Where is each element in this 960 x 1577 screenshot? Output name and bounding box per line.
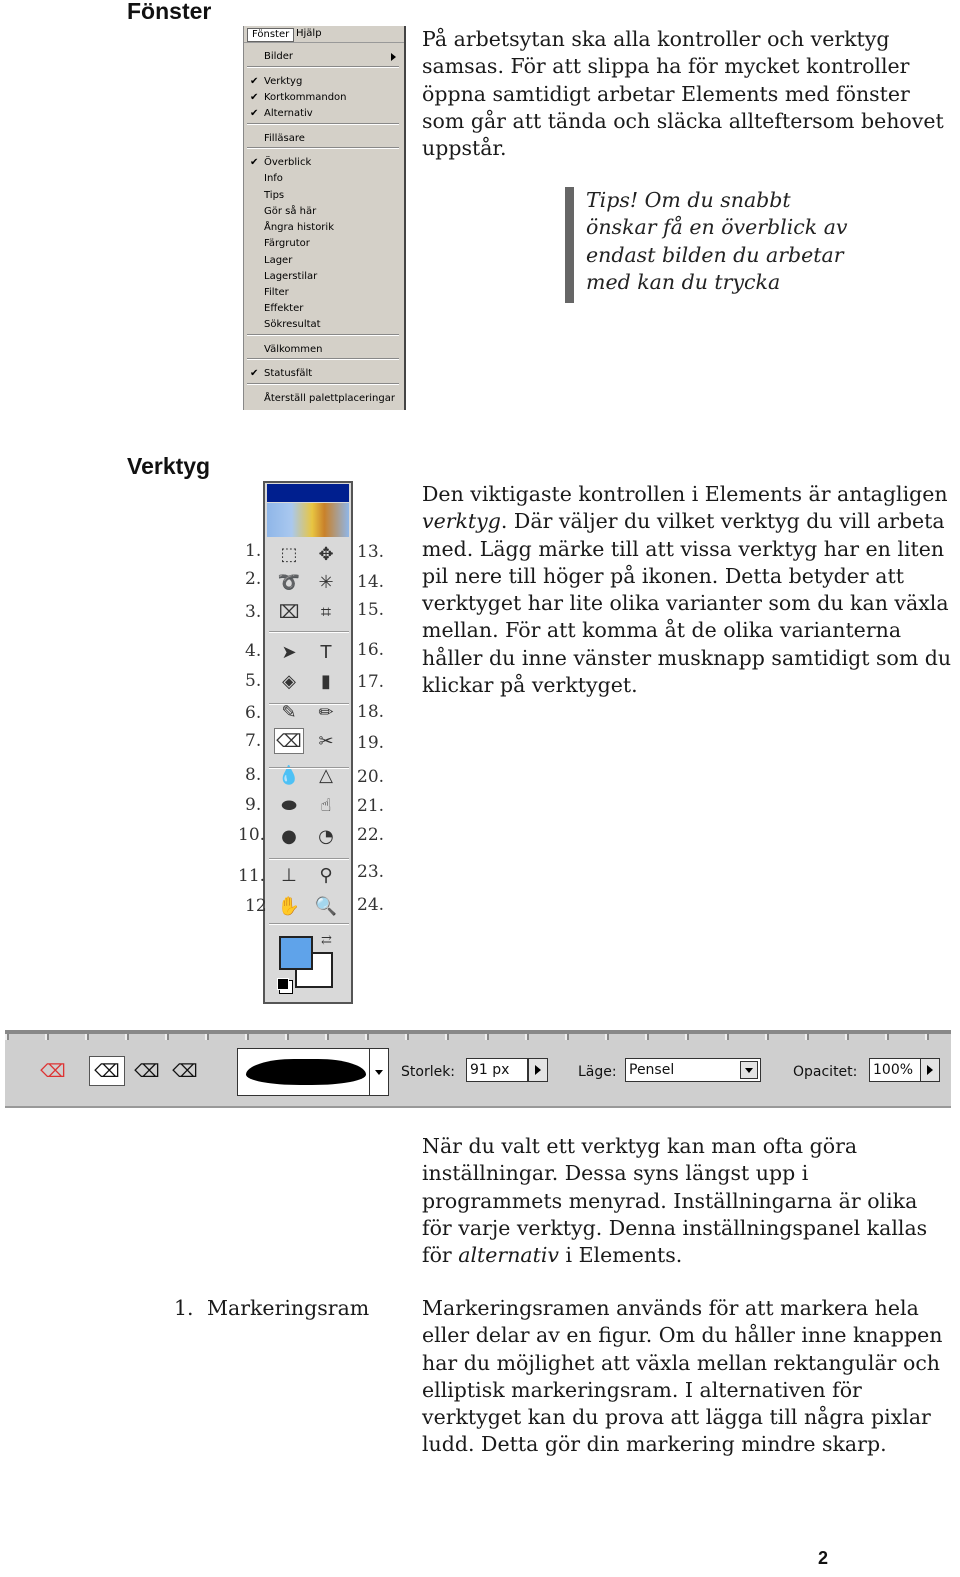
- menu-item[interactable]: [244, 366, 402, 382]
- burn-icon[interactable]: ●: [281, 825, 297, 847]
- menu-item-label: Info: [264, 173, 283, 184]
- markeringsram-term: Markeringsram: [207, 1296, 370, 1320]
- tool-number-left: 5.: [245, 671, 262, 691]
- submenu-arrow-icon: [391, 53, 396, 61]
- mode-dropdown-arrow[interactable]: [740, 1061, 758, 1079]
- menu-item-label: Lagerstilar: [264, 271, 318, 282]
- options-bar-screenshot: [5, 1030, 951, 1108]
- menu-item[interactable]: [244, 317, 402, 333]
- clone-stamp-icon[interactable]: ⊥: [281, 864, 297, 886]
- brush-preset-picker[interactable]: [237, 1048, 389, 1096]
- markeringsram-paragraph: Markeringsramen används för att markera hela eller delar av en figur. Om du håller inne knappen har du möjlighet att växla mellan rektangulär och elliptisk markeringsram. I alternativen för verktyget kan du prova att lägga till några pixlar ludd. Detta gör din markering mindre skarp.: [422, 1296, 943, 1457]
- lasso-icon[interactable]: ➰: [277, 571, 301, 593]
- tool-number-right: 23.: [357, 862, 385, 882]
- size-slider-arrow[interactable]: [528, 1058, 548, 1082]
- crop-icon[interactable]: ⌗: [320, 601, 332, 623]
- size-field[interactable]: 91 px: [466, 1058, 528, 1082]
- menu-item-label: Lager: [264, 255, 293, 266]
- menu-separator: [247, 383, 399, 385]
- sponge-icon[interactable]: ⬬: [281, 794, 297, 816]
- elements-logo: [267, 503, 349, 537]
- menu-item[interactable]: [244, 131, 402, 147]
- toolbox-divider: [269, 923, 349, 925]
- menu-item-label: Välkommen: [264, 344, 323, 355]
- menu-item[interactable]: [244, 220, 402, 236]
- toolbox-divider: [269, 631, 349, 633]
- sharpen-icon[interactable]: △: [319, 764, 333, 786]
- options-bar-grip: [5, 1034, 951, 1040]
- menu-item-label: Sökresultat: [264, 319, 321, 330]
- magic-wand-icon[interactable]: ✳: [318, 571, 334, 593]
- menu-item[interactable]: [244, 49, 402, 65]
- menu-item[interactable]: [244, 269, 402, 285]
- type-icon[interactable]: T: [320, 641, 332, 663]
- markeringsram-number: 1.: [174, 1296, 194, 1320]
- menu-item-label: Verktyg: [264, 76, 303, 87]
- magic-eraser-icon[interactable]: ⌫: [172, 1060, 198, 1082]
- section-heading-fonster: Fönster: [127, 0, 212, 24]
- move-arrow-icon[interactable]: ✥: [318, 543, 334, 565]
- checkmark-icon: ✔: [250, 76, 259, 87]
- tool-number-left: 9.: [245, 795, 262, 815]
- tool-number-right: 15.: [357, 600, 385, 620]
- tool-number-left: 7.: [245, 731, 262, 751]
- eraser-icon[interactable]: ⌫: [89, 1056, 125, 1086]
- menu-item-label: Statusfält: [264, 368, 313, 379]
- swap-colors-icon[interactable]: ⇄: [321, 933, 332, 948]
- checkmark-icon: ✔: [250, 92, 259, 103]
- zoom-icon[interactable]: 🔍: [314, 895, 338, 917]
- menu-item[interactable]: [244, 106, 402, 122]
- menu-item-label: Återställ palettplaceringar: [264, 393, 395, 404]
- tool-number-left: 10.: [238, 825, 266, 845]
- menu-bar-fonster[interactable]: Fönster: [247, 28, 294, 42]
- menu-item[interactable]: [244, 171, 402, 187]
- eyedropper-icon[interactable]: ⚲: [319, 864, 333, 886]
- tool-number-left: 2.: [245, 569, 262, 589]
- menu-item[interactable]: [244, 188, 402, 204]
- menu-separator: [247, 358, 399, 360]
- verktyg-text-2: . Där väljer du vilket verktyg du vill arbeta med. Lägg märke till att vissa verktyg har en liten pil nere till höger på ikonen. Detta betyder att verktyget har lite olika varianter som du kan växla mellan. För att komma åt de olika varianterna håller du inne vänster musknapp samtidigt som du klickar på verktyget.: [422, 509, 952, 698]
- menu-item[interactable]: [244, 285, 402, 301]
- mode-value: Pensel: [629, 1062, 675, 1078]
- menu-item[interactable]: [244, 342, 402, 358]
- menu-separator: [247, 66, 399, 68]
- menu-item[interactable]: [244, 236, 402, 252]
- tool-number-right: 19.: [357, 733, 385, 753]
- menu-item-label: Tips: [264, 190, 285, 201]
- checkmark-icon: ✔: [250, 368, 259, 379]
- menu-item[interactable]: [244, 90, 402, 106]
- menu-item[interactable]: [244, 155, 402, 171]
- brush-icon[interactable]: ✎: [281, 701, 297, 723]
- selection-brush-icon[interactable]: ⌧: [278, 601, 300, 623]
- opacity-field[interactable]: 100%: [869, 1058, 921, 1082]
- tool-number-left: 4.: [245, 641, 262, 661]
- menu-item-label: Effekter: [264, 303, 304, 314]
- tip-text: Tips! Om du snabbt önskar få en överblick av endast bilden du arbetar med kan du trycka: [586, 188, 848, 294]
- tool-number-right: 22.: [357, 825, 385, 845]
- size-label: Storlek:: [401, 1064, 456, 1080]
- tool-number-left: 8.: [245, 765, 262, 785]
- tool-number-right: 17.: [357, 672, 385, 692]
- red-eye-brush-icon[interactable]: ✂: [318, 730, 334, 752]
- menu-bar: [244, 26, 404, 43]
- tool-number-right: 24.: [357, 895, 385, 915]
- move-icon[interactable]: ➤: [281, 641, 297, 663]
- menu-item-label: Färgrutor: [264, 238, 310, 249]
- menu-item[interactable]: [244, 204, 402, 220]
- section-heading-verktyg: Verktyg: [127, 453, 211, 479]
- blur-icon[interactable]: 💧: [277, 764, 301, 786]
- tool-number-right: 16.: [357, 640, 385, 660]
- tool-number-left: 6.: [245, 703, 262, 723]
- toolbox-screenshot: [263, 481, 353, 1004]
- toolbox-divider: [269, 767, 349, 769]
- menu-item[interactable]: [244, 74, 402, 90]
- brush-stroke-preview: [246, 1059, 366, 1085]
- marquee-icon[interactable]: ⬚: [280, 543, 298, 565]
- tip-box: [565, 187, 865, 303]
- menu-separator: [247, 123, 399, 125]
- checkmark-icon: ✔: [250, 157, 259, 168]
- menu-item-label: Överblick: [264, 157, 312, 168]
- tool-number-right: 18.: [357, 702, 385, 722]
- page-number: 2: [818, 1548, 829, 1568]
- alternativ-text-2: i Elements.: [559, 1243, 683, 1268]
- opacity-label: Opacitet:: [793, 1064, 858, 1080]
- foreground-color-swatch[interactable]: [279, 936, 313, 970]
- verktyg-italic: verktyg: [422, 509, 501, 534]
- menu-bar-hjalp[interactable]: Hjälp: [296, 28, 322, 39]
- verktyg-text-1: Den viktigaste kontrollen i Elements är antagligen: [422, 482, 948, 506]
- menu-item-label: Gör så här: [264, 206, 317, 217]
- tool-number-left: 12: [245, 896, 267, 916]
- window-menu-screenshot: [243, 26, 406, 410]
- toolbox-divider: [269, 858, 349, 860]
- toolbox-title-bar: [267, 484, 349, 502]
- mode-select[interactable]: [625, 1058, 761, 1082]
- menu-separator: [247, 147, 399, 149]
- verktyg-paragraph: [422, 481, 952, 699]
- eraser-icon[interactable]: ⌫: [274, 728, 304, 754]
- menu-item-label: Alternativ: [264, 108, 313, 119]
- hand-icon[interactable]: ✋: [277, 895, 301, 917]
- menu-item-label: Filter: [264, 287, 289, 298]
- menu-item-label: Ångra historik: [264, 222, 334, 233]
- paint-bucket-icon[interactable]: ◈: [282, 670, 296, 692]
- fonster-paragraph: På arbetsytan ska alla kontroller och verktyg samsas. För att slippa ha för mycket kontroller öppna samtidigt arbetar Elements med fönster som går att tända och släcka allteftersom behovet uppstår.: [422, 27, 944, 161]
- tool-number-right: 21.: [357, 796, 385, 816]
- menu-item-label: Filläsare: [264, 133, 305, 144]
- toolbox-divider: [269, 703, 349, 705]
- opacity-slider-arrow[interactable]: [920, 1058, 940, 1082]
- tool-number-right: 13.: [357, 542, 385, 562]
- tool-number-right: 20.: [357, 767, 385, 787]
- menu-item-label: Bilder: [264, 51, 294, 62]
- pencil-icon[interactable]: ✏: [318, 701, 334, 723]
- mode-label: Läge:: [578, 1064, 617, 1080]
- smudge-icon[interactable]: ☝: [320, 794, 332, 816]
- checkmark-icon: ✔: [250, 108, 259, 119]
- brush-dropdown-arrow[interactable]: [369, 1049, 388, 1095]
- menu-item[interactable]: [244, 253, 402, 269]
- alternativ-italic: alternativ: [458, 1243, 559, 1268]
- menu-separator: [247, 334, 399, 336]
- default-colors-icon[interactable]: [277, 978, 289, 990]
- dodge-icon[interactable]: ◔: [318, 825, 334, 847]
- tool-number-left: 1.: [245, 541, 262, 561]
- menu-item[interactable]: [244, 301, 402, 317]
- menu-item[interactable]: [244, 391, 402, 407]
- alternativ-paragraph: [422, 1133, 952, 1269]
- eraser-tool-preset-icon[interactable]: ⌫: [40, 1060, 66, 1082]
- gradient-icon[interactable]: ▮: [321, 670, 331, 692]
- alternativ-text-1: När du valt ett verktyg kan man ofta göra inställningar. Dessa syns längst upp i programmets menyrad. Inställningarna är olika för varje verktyg. Denna inställningspanel kallas för: [422, 1134, 928, 1268]
- tool-number-left: 3.: [245, 602, 262, 622]
- tool-number-left: 11.: [238, 866, 266, 886]
- tool-number-right: 14.: [357, 572, 385, 592]
- background-eraser-icon[interactable]: ⌫: [134, 1060, 160, 1082]
- menu-item-label: Kortkommandon: [264, 92, 347, 103]
